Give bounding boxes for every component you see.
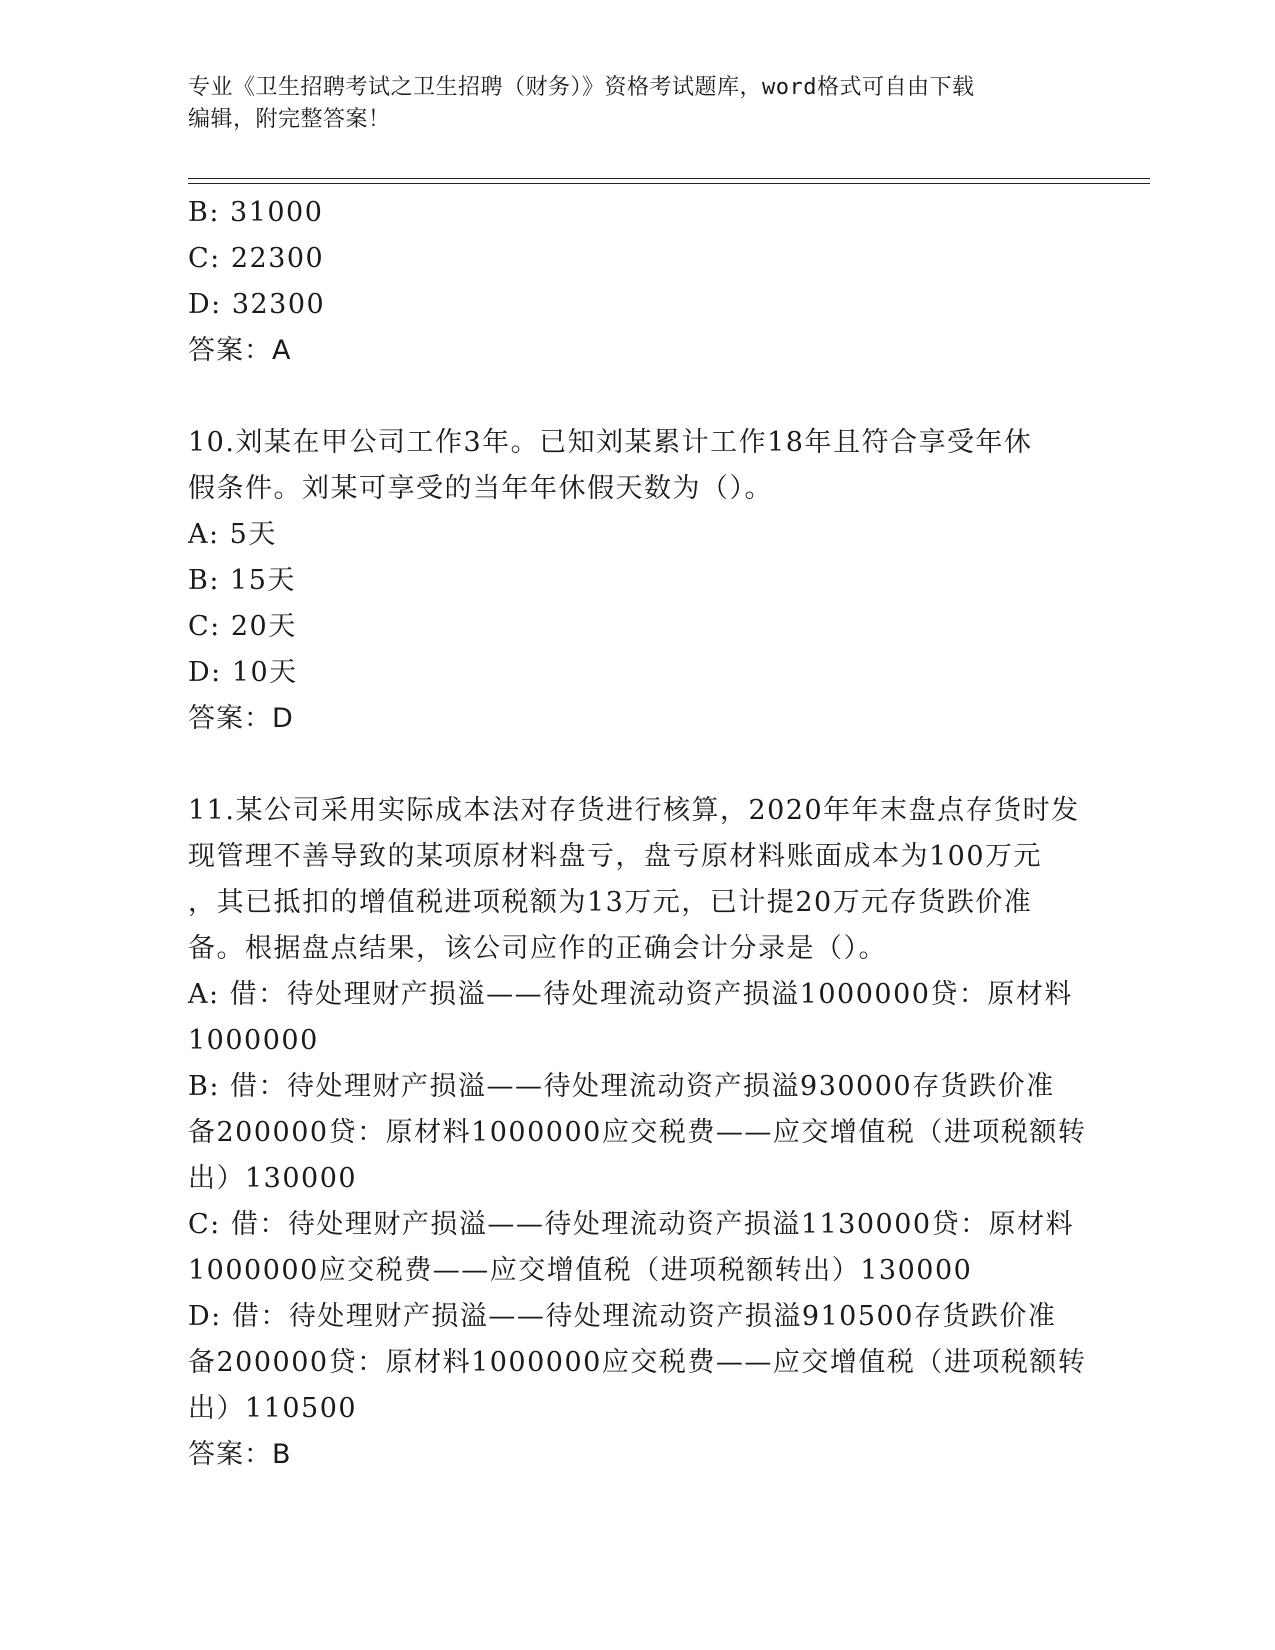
question-stem-line: 备。根据盘点结果，该公司应作的正确会计分录是（）。	[188, 933, 887, 964]
option-b: B: 31000	[188, 197, 324, 228]
question-stem-line: 10.刘某在甲公司工作3年。已知刘某累计工作18年且符合享受年休	[188, 427, 1033, 458]
option-b-continued: 出）130000	[188, 1163, 358, 1194]
header-divider-bottom	[188, 183, 1150, 184]
question-stem-line: 11.某公司采用实际成本法对存货进行核算，2020年年末盘点存货时发	[188, 795, 1080, 826]
option-d: D: 32300	[188, 289, 326, 320]
option-c: C: 借：待处理财产损溢——待处理流动资产损溢1130000贷：原材料	[188, 1209, 1075, 1240]
question-content	[188, 190, 1088, 1478]
option-d: D: 借：待处理财产损溢——待处理流动资产损溢910500存货跌价准	[188, 1301, 1057, 1332]
question-stem-line: 现管理不善导致的某项原材料盘亏，盘亏原材料账面成本为100万元	[188, 841, 1043, 872]
question-9-tail	[188, 190, 1088, 374]
option-c-continued: 1000000应交税费——应交增值税（进项税额转出）130000	[188, 1255, 973, 1286]
document-header	[188, 72, 1088, 136]
question-stem-line: 假条件。刘某可享受的当年年休假天数为（）。	[188, 473, 773, 504]
option-a: A: 5天	[188, 519, 277, 550]
option-a-continued: 1000000	[188, 1025, 319, 1056]
answer-line: 答案：B	[188, 1439, 292, 1470]
header-line-2: 编辑，附完整答案！	[188, 107, 391, 132]
question-11	[188, 788, 1088, 1478]
question-stem-line: ，其已抵扣的增值税进项税额为13万元，已计提20万元存货跌价准	[188, 887, 1033, 918]
option-c: C: 22300	[188, 243, 325, 274]
option-d-continued: 备200000贷：原材料1000000应交税费——应交增值税（进项税额转	[188, 1347, 1087, 1378]
spacer	[188, 374, 1088, 420]
answer-line: 答案：D	[188, 703, 294, 734]
option-b: B: 15天	[188, 565, 296, 596]
option-d-continued: 出）110500	[188, 1393, 358, 1424]
answer-line: 答案：A	[188, 335, 292, 366]
option-a: A: 借：待处理财产损溢——待处理流动资产损溢1000000贷：原材料	[188, 979, 1073, 1010]
header-line-1: 专业《卫生招聘考试之卫生招聘（财务）》资格考试题库，word格式可自由下载	[188, 75, 975, 100]
option-b-continued: 备200000贷：原材料1000000应交税费——应交增值税（进项税额转	[188, 1117, 1087, 1148]
spacer	[188, 742, 1088, 788]
option-c: C: 20天	[188, 611, 297, 642]
question-10	[188, 420, 1088, 742]
option-b: B: 借：待处理财产损溢——待处理流动资产损溢930000存货跌价准	[188, 1071, 1055, 1102]
option-d: D: 10天	[188, 657, 298, 688]
header-divider-top	[188, 178, 1150, 179]
